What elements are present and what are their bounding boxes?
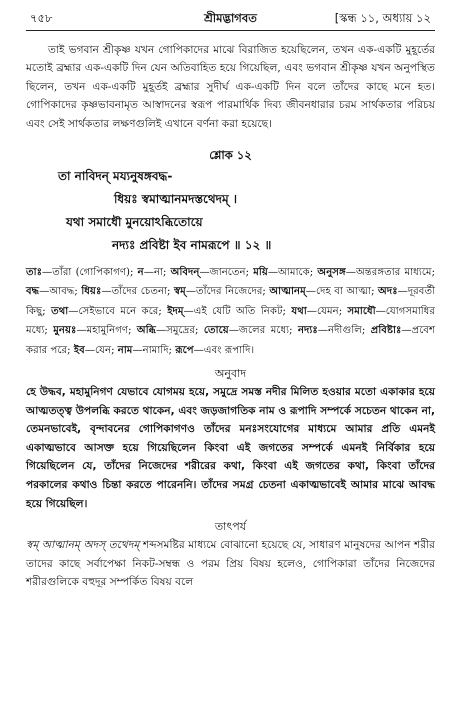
synonym-term: ধিয়ঃ — [81, 285, 102, 298]
verse-line: তা নাবিদন্ ময্যনুষঙ্গবদ্ধ- — [58, 169, 173, 184]
synonym-meaning: —আবদ্ধ; — [39, 286, 82, 298]
verse-line: ধিয়ঃ স্বমাত্মানমদস্তথেদম্ । — [114, 192, 238, 207]
synonym-term: অনুসঙ্গ — [317, 266, 346, 279]
synonym-term: তোয়ে — [203, 324, 229, 337]
intro-paragraph: তাই ভগবান শ্রীকৃষ্ণ যখন গোপিকাদের মাঝে বিরাজিত হয়েছিলেন, তখন এক-একটি মুহূর্তের মতোই ব্রহ্মার এক-একটি দিন যেন অতিবাহিত হয়ে গিয়েছিল, এবং ভগবান শ্রীকৃষ্ণ যখন অনুপস্থিত ছিলেন, তখন এক-একটি মুহূর্তই ব্রহ্মার সুদীর্ঘ এক-একটি দিন বলে তাঁদের কাছে মনে হত। গোপিকাদের কৃষ্ণভাবনামৃত আস্বাদনের স্বরূপ পারমার্থিক দিব্য জীবনধারার চরম সার্থকতার পরিচয় এবং সেই সার্থকতার লক্ষণগুলিই এখানে বর্ণনা করা হয়েছে। — [26, 44, 435, 130]
verse-line: যথা সমাধৌ মুনয়োঽব্ধিতোয়ে — [66, 215, 203, 230]
synonym-meaning: —দেহ বা আত্মা; — [305, 286, 379, 298]
synonym-term: স্বম্ — [173, 285, 186, 298]
synonym-term: তাঃ — [26, 266, 43, 279]
purport-text — [26, 536, 435, 592]
translation-heading: অনুবাদ — [214, 367, 247, 381]
verse-line: নদ্যঃ প্রবিষ্টা ইব নামরূপে ॥ ১২ ॥ — [112, 238, 272, 253]
synonym-term: অদঃ — [378, 285, 398, 298]
purport-italic-lead: স্বম্ আত্মানম্ অদস্ তথেদম্ — [26, 539, 140, 552]
purport-body: শব্দসমষ্টির মাধ্যমে বোঝানো হয়েছে যে, সাধারণ মানুষদের আপন শরীর তাদের কাছে সর্বাপেক্ষা নিকট-সম্বন্ধ ও পরম প্রিয় বিষয় হলেও, গোপিকারা তাঁদের নিজেদের শরীরগুলিকে বহুদূর সম্পর্কিত বিষয় বলে — [26, 539, 435, 589]
running-title: শ্রীমদ্ভাগবত — [204, 11, 257, 25]
synonym-meaning: —সমুদ্রের; — [155, 325, 204, 337]
synonym-meaning: —নামাদি; — [132, 344, 176, 356]
synonym-meaning: —অন্তরঙ্গতার মাধ্যমে; — [345, 267, 436, 279]
synonym-meaning: —মহামুনিগণ; — [76, 325, 137, 337]
synonym-meaning: —জলের মধ্যে; — [228, 325, 298, 337]
synonym-term: নাম — [117, 343, 133, 356]
synonym-term: রূপে — [175, 343, 194, 356]
page-header — [26, 8, 435, 28]
synonym-meaning: —জানতেন; — [199, 267, 254, 279]
synonym-term: নদ্যঃ — [297, 324, 318, 337]
purport-heading: তাৎপর্য — [214, 520, 247, 534]
page-number: ৭৫৮ — [30, 11, 53, 25]
translation-text: হে উদ্ধব, মহামুনিগণ যেভাবে যোগময় হয়ে, সমুদ্রে সমস্ত নদীর মিলিত হওয়ার মতো একাকার হয়ে আত্মতত্ত্ব উপলব্ধি করতে থাকেন, এবং জড়জাগতিক নাম ও রূপাদি সম্পর্কে সচেতন থাকেন না, তেমনভাবেই, বৃন্দাবনের গোপিকাগণও তাঁদের মনঃসংযোগের মাধ্যমে আমার প্রতি এমনই একাত্মভাবে আসক্ত হয়ে গিয়েছিলেন কিংবা এই জগতের সম্পর্কে এমনই নির্বিকার হয়ে গিয়েছিলেন যে, তাঁদের নিজেদের শরীরের কথা, কিংবা এই জগতের কথা, কিংবা তাঁদের পরকালের কথাও চিন্তা করতে পারেননি। তাঁদের সমগ্র চেতনা একাত্মভাবেই আমার মাঝে আবদ্ধ হয়ে গিয়েছিল। — [26, 386, 435, 510]
synonym-meaning: —তাঁরা (গোপিকাগণ); — [42, 267, 138, 279]
synonym-meaning: —সেইভাবে মনে করে; — [68, 305, 168, 317]
shloka-heading: শ্লোক ১২ — [209, 148, 252, 163]
synonym-meaning: —তাঁদের নিজেদের; — [185, 286, 270, 298]
synonym-meaning: —যেন; — [84, 344, 118, 356]
synonym-meaning: —এই যেটি অতি নিকট; — [183, 305, 292, 317]
synonym-term: ন — [137, 266, 144, 279]
synonym-term: অব্ধি — [136, 324, 156, 337]
synonym-term: ইদম্ — [167, 304, 184, 317]
section-reference: [স্কন্ধ ১১, অধ্যায় ১২ — [334, 11, 431, 25]
synonym-term: অবিদন্ — [170, 266, 200, 279]
synonym-meaning: —না; — [143, 267, 171, 279]
synonym-term: ময়ি — [253, 266, 268, 279]
synonym-meaning: —আমাকে; — [267, 267, 318, 279]
synonym-term: বদ্ধ — [26, 285, 40, 298]
synonym-meaning: —এবং রূপাদি। — [193, 344, 255, 356]
synonym-meaning: —যেমন; — [306, 305, 348, 317]
synonym-term: ইব — [73, 343, 85, 356]
synonym-meaning: —প্রবেশ করার পরে; — [26, 325, 435, 356]
word-synonyms — [26, 263, 435, 360]
synonym-term: আত্মানম্ — [269, 285, 306, 298]
synonym-meaning: —তাঁদের চেতনা; — [101, 286, 174, 298]
synonym-term: প্রবিষ্টাঃ — [370, 324, 402, 337]
synonym-meaning: —দূরবর্তী কিছু; — [26, 286, 435, 317]
synonym-meaning: —যোগসমাধির মধ্যে; — [26, 305, 435, 337]
synonym-meaning: —নদীগুলি; — [317, 325, 371, 337]
synonym-term: তথা — [51, 304, 69, 317]
synonym-term: সমাধৌ — [347, 304, 376, 317]
verse-block — [26, 165, 435, 257]
synonym-term: মুনয়ঃ — [53, 324, 77, 337]
synonym-term: যথা — [291, 304, 307, 317]
header-rule — [26, 30, 435, 31]
